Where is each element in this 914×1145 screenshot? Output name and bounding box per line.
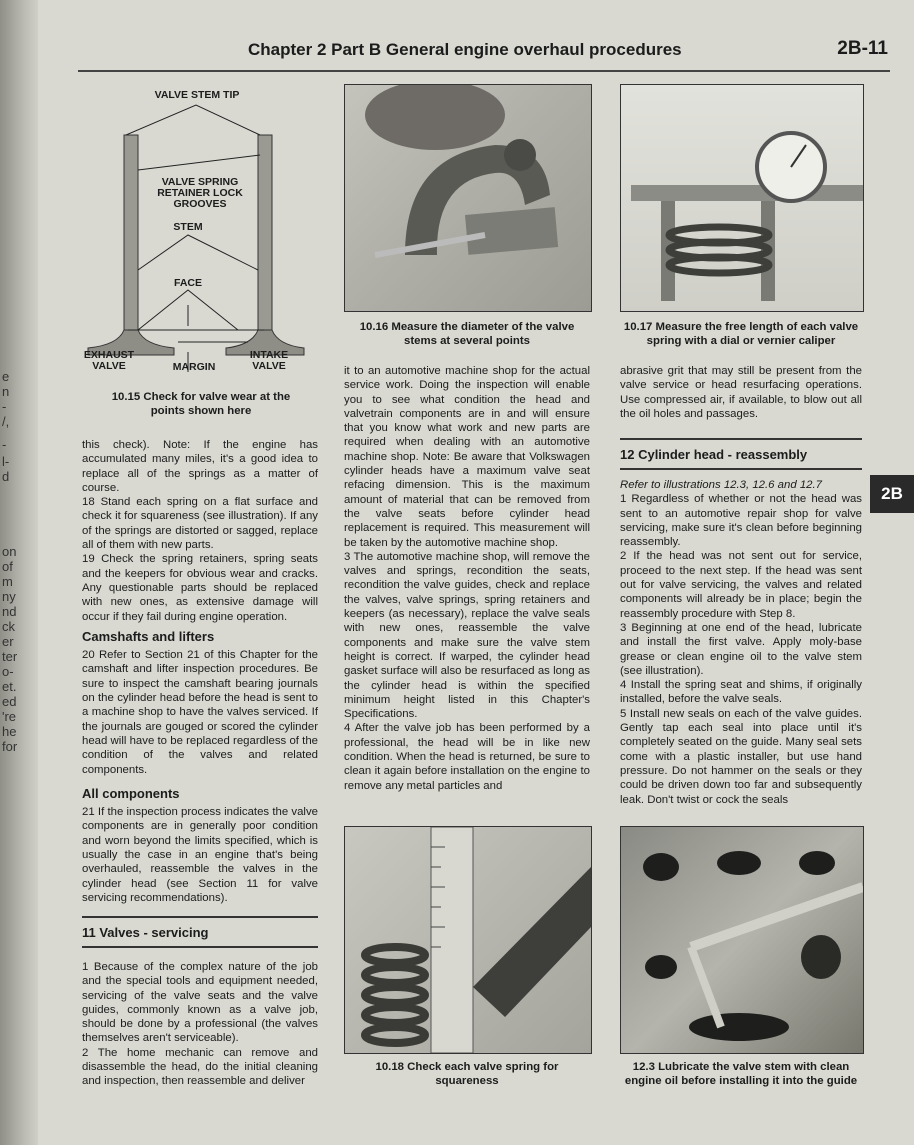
paragraph-12-3: 3 Beginning at one end of the head, lubricate and install the first valve. Apply moly-base grease or clean engine oil to the valve stem (see illustration). (620, 621, 862, 677)
caption-10-16: 10.16 Measure the diameter of the valve stems at several points (359, 321, 575, 347)
gutter-fragment: /, (2, 414, 10, 429)
gutter-fragment: - (2, 399, 7, 414)
header-title: Chapter 2 Part B General engine overhaul procedures (248, 40, 682, 59)
gutter-fragment: 're (2, 709, 17, 724)
column-1-lower (82, 960, 318, 1089)
paragraph-12-1: 1 Regardless of whether or not the head was sent to an automotive repair shop for valve servicing, make sure it's clean before beginning reassembly. (620, 493, 862, 549)
page-number: 2B-11 (837, 38, 888, 59)
paragraph-11-1: 1 Because of the complex nature of the job and the special tools and equipment needed, servicing of the valve seats and the valve guides, commonly known as a valve job, should be done by a professional (the valves themselves aren't serviceable). (82, 961, 318, 1045)
label-stem-tip: VALVE STEM TIP (154, 89, 240, 101)
gutter-fragment: e (2, 369, 10, 384)
gutter-fragment: on (2, 544, 17, 559)
caption-10-18: 10.18 Check each valve spring for squareness (375, 1061, 559, 1087)
caption-12-3: 12.3 Lubricate the valve stem with clean engine oil before installing it into the guide (624, 1061, 858, 1087)
label-exhaust-valve: EXHAUST VALVE (83, 349, 135, 372)
paragraph-continuation-3: abrasive grit that may still be present from the valve service or head resurfacing operations. Use compressed air, if available, to blow out all the oil holes and passages. (620, 365, 862, 420)
paragraph-11-2: 2 The home mechanic can remove and disassemble the head, do the initial cleaning and inspection, then reassemble and deliver (82, 1046, 318, 1088)
gutter-fragment: l- (2, 454, 10, 469)
caption-10-17: 10.17 Measure the free length of each valve spring with a dial or vernier caliper (623, 321, 859, 347)
paragraph-20: 20 Refer to Section 21 of this Chapter for the camshaft and lifter inspection procedures. Be sure to inspect the camshaft bearing journals on the cylinder head before the head is sent to a machine shop to have the valves serviced. If the journals are gouged or scored the cylinder head will have to be replaced regardless of the condition of the valves and related components. (82, 649, 318, 776)
adjacent-page-fragments (0, 0, 18, 1145)
header-rule (78, 70, 890, 72)
photo-square-check (344, 826, 592, 1054)
gutter-fragment: o- (2, 664, 14, 679)
paragraph-4: 4 After the valve job has been performed by a professional, the head will be in like new condition. When the head is returned, be sure to clean it again before installation on the engine to remove any metal particles and (344, 722, 590, 792)
caption-10-15: 10.15 Check for valve wear at the points shown here (111, 391, 291, 417)
paragraph-21: 21 If the inspection process indicates the valve components are in generally poor condition and worn beyond the limits specified, which is usually the case in an engine that's being overhauled, reassemble the valves in the cylinder head (see Section 11 for valve servicing recommendations). (82, 806, 318, 904)
gutter-fragment: ck (2, 619, 15, 634)
paragraph-12-5: 5 Install new seals on each of the valve guides. Gently tap each seal into place until it's completely seated on the guide. Many seal sets come with a plastic installer, but use hand pressure. Do not hammer on the seals or they could be driven down too far and subsequently leak. Don't twist or cock the seals (620, 707, 862, 806)
paragraph-12-4: 4 Install the spring seat and shims, if originally installed, before the valve seals. (620, 679, 862, 706)
label-stem: STEM (173, 221, 203, 233)
paragraph-continuation: it to an automotive machine shop for the actual service work. Doing the inspection will enable you to see what condition the head and valvetrain components are in and will ensure that you know what work and new parts are required when dealing with an automotive machine shop. Note: Be aware that Volkswagen cylinder heads have a maximum valve seat refacing dimension. This is the maximum amount of material that can be removed from the valve seats before cylinder head replacement is required. This measurement will be taken by the automotive machine shop. (344, 365, 590, 549)
figure-10-15 (78, 80, 318, 380)
paragraph-12-2: 2 If the head was not sent out for service, proceed to the next step. If the head was sent out for valve servicing, the valves and related components will already be in place; begin the reassembly procedure with Step 8. (620, 550, 862, 620)
gutter-fragment: er (2, 634, 14, 649)
page-header (248, 40, 888, 70)
photo-cylinder-head (620, 826, 864, 1054)
gutter-fragment: n (2, 384, 10, 399)
label-grooves: VALVE SPRING RETAINER LOCK GROOVES (157, 176, 243, 210)
column-2 (344, 364, 590, 793)
heading-camshafts: Camshafts and lifters (82, 628, 215, 644)
gutter-fragment: m (2, 574, 13, 589)
label-face: FACE (173, 277, 202, 289)
gutter-fragment: et. (2, 679, 17, 694)
gutter-fragment: ny (2, 589, 16, 604)
column-3-lower (620, 478, 862, 807)
column-3 (620, 364, 862, 421)
section-12-heading: 12 Cylinder head - reassembly (620, 438, 862, 470)
label-intake-valve: INTAKE VALVE (249, 349, 289, 372)
gutter-fragment: ter (2, 649, 18, 664)
gutter-fragment: nd (2, 604, 17, 619)
label-margin: MARGIN (172, 361, 216, 373)
paragraph-3: 3 The automotive machine shop, will remove the valves and springs, recondition the seats, recondition the valve guides, check and replace the valves, valve springs, spring retainers and keepers (as necessary), replace the valve seals with new ones, reassemble the valve components and make sure the valve stem height is correct. If warped, the cylinder head gasket surface will also be resurfaced as long as the cylinder head is within the specified minimum height listed in this Chapter's Specifications. (344, 550, 590, 721)
gutter-fragment: ed (2, 694, 17, 709)
column-1 (82, 438, 318, 905)
gutter-fragment: for (2, 739, 18, 754)
heading-all-components: All components (82, 785, 180, 801)
photo-caliper (620, 84, 864, 312)
paragraph-18: 18 Stand each spring on a flat surface and check it for squareness (see illustration). If any of the springs are distorted or sagged, replace all of them with new parts. (82, 496, 318, 552)
section-11-heading: 11 Valves - servicing (82, 916, 318, 948)
gutter-fragment: he (2, 724, 17, 739)
gutter-fragment: d (2, 469, 10, 484)
gutter-fragment: - (2, 437, 7, 452)
paragraph-19: 19 Check the spring retainers, spring seats and the keepers for obvious wear and cracks. Any questionable parts should be replaced with new ones, as extensive damage will occur if they fail during engine operation. (82, 553, 318, 623)
gutter-fragment: of (2, 559, 13, 574)
chapter-tab: 2B (870, 475, 914, 513)
paragraph-note: this check). Note: If the engine has accumulated many miles, it's a good idea to replace all of the springs as a matter of course. (82, 439, 318, 494)
illustration-reference: Refer to illustrations 12.3, 12.6 and 12.7 (620, 479, 822, 491)
photo-micrometer (344, 84, 592, 312)
